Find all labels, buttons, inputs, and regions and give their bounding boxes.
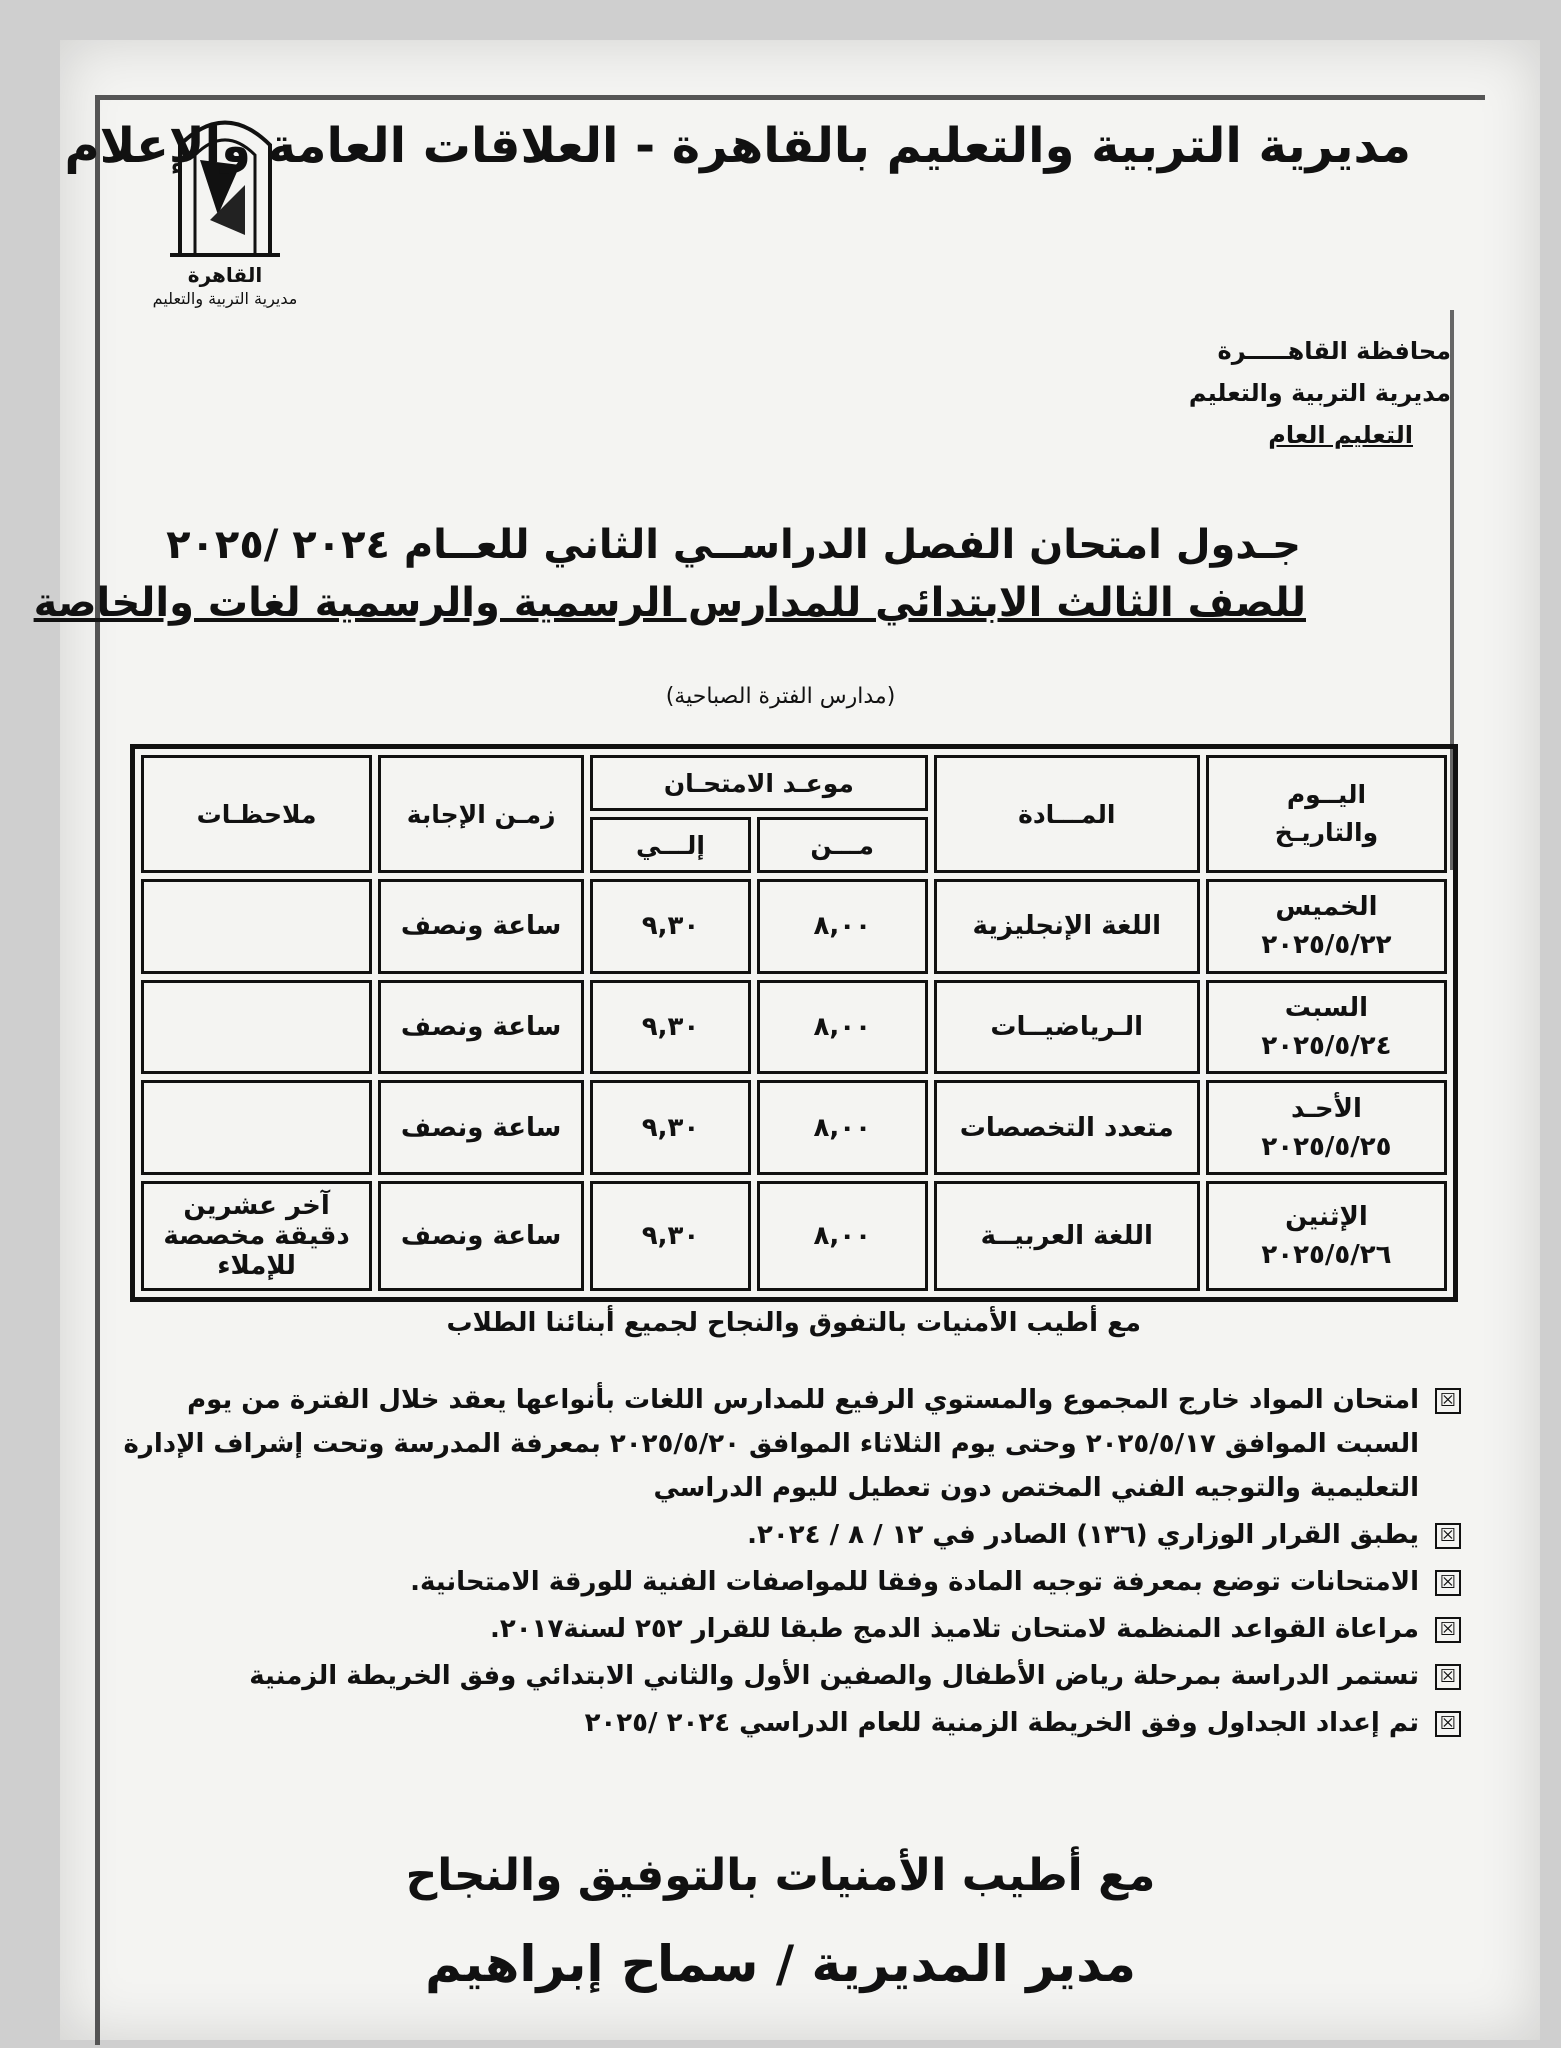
header-subject: المـــادة — [934, 755, 1200, 873]
header-from: مـــن — [757, 817, 928, 873]
row-date: ٢٠٢٥/٥/٢٢ — [1261, 930, 1392, 961]
signature-line: مدير المديرية / سماح إبراهيم — [425, 1935, 1136, 1993]
row-notes — [141, 879, 372, 974]
closing-line: مع أطيب الأمنيات بالتوفيق والنجاح — [405, 1850, 1156, 1901]
row-date: ٢٠٢٥/٥/٢٤ — [1261, 1030, 1392, 1061]
row-notes: آخر عشرين دقيقة مخصصة للإملاء — [141, 1181, 372, 1291]
row-day-date — [1206, 1080, 1447, 1175]
list-item — [121, 1607, 1461, 1651]
row-day-date — [1206, 879, 1447, 974]
table-row — [141, 1080, 1447, 1175]
list-item — [121, 1701, 1461, 1745]
row-date: ٢٠٢٥/٥/٢٥ — [1261, 1131, 1392, 1162]
gov-line-2: مديرية التربية والتعليم — [1188, 379, 1451, 407]
table-row — [141, 980, 1447, 1075]
row-day-date — [1206, 1181, 1447, 1291]
row-subject: متعدد التخصصات — [934, 1080, 1200, 1175]
header-day-date — [1206, 755, 1447, 873]
logo-name: القاهرة — [187, 263, 263, 287]
row-day: الخميس — [1275, 892, 1378, 923]
row-from: ٨,٠٠ — [757, 1080, 928, 1175]
row-from: ٨,٠٠ — [757, 879, 928, 974]
schedule-title: جـدول امتحان الفصل الدراســي الثاني للعــام ٢٠٢٤ /٢٠٢٥ — [166, 522, 1301, 568]
checkbox-icon: ☒ — [1435, 1664, 1461, 1690]
header-day: اليــوم — [1286, 780, 1367, 809]
row-from: ٨,٠٠ — [757, 980, 928, 1075]
note-text: مراعاة القواعد المنظمة لامتحان تلاميذ الدمج طبقا للقرار ٢٥٢ لسنة٢٠١٧. — [490, 1614, 1419, 1644]
header-date: والتاريـخ — [1274, 818, 1379, 847]
row-duration: ساعة ونصف — [378, 1080, 584, 1175]
row-duration: ساعة ونصف — [378, 879, 584, 974]
row-date: ٢٠٢٥/٥/٢٦ — [1261, 1239, 1392, 1270]
row-from: ٨,٠٠ — [757, 1181, 928, 1291]
checkbox-icon: ☒ — [1435, 1711, 1461, 1737]
row-subject: اللغة الإنجليزية — [934, 879, 1200, 974]
row-to: ٩,٣٠ — [590, 980, 751, 1075]
schedule-subtitle: (مدارس الفترة الصباحية) — [665, 684, 896, 709]
list-item — [121, 1513, 1461, 1557]
row-subject: الـرياضيــات — [934, 980, 1200, 1075]
row-day: الإثنين — [1285, 1201, 1368, 1232]
row-notes — [141, 980, 372, 1075]
table-row — [141, 879, 1447, 974]
row-duration: ساعة ونصف — [378, 980, 584, 1075]
schedule-grade-title: للصف الثالث الابتدائي للمدارس الرسمية والرسمية لغات والخاصة — [33, 580, 1306, 626]
note-text: تم إعداد الجداول وفق الخريطة الزمنية للعام الدراسي ٢٠٢٤ /٢٠٢٥ — [584, 1708, 1419, 1738]
checkbox-icon: ☒ — [1435, 1570, 1461, 1596]
list-item — [121, 1654, 1461, 1698]
checkbox-icon: ☒ — [1435, 1617, 1461, 1643]
row-day-date — [1206, 980, 1447, 1075]
wish-line: مع أطيب الأمنيات بالتفوق والنجاح لجميع أبنائنا الطلاب — [446, 1308, 1141, 1338]
header-duration: زمـن الإجابة — [378, 755, 584, 873]
checkbox-icon: ☒ — [1435, 1523, 1461, 1549]
row-to: ٩,٣٠ — [590, 879, 751, 974]
row-notes — [141, 1080, 372, 1175]
header-title: مديرية التربية والتعليم بالقاهرة - العلاقات العامة والإعلام — [64, 118, 1411, 174]
gov-line-1: محافظة القاهـــــرة — [1217, 337, 1451, 365]
checkbox-icon: ☒ — [1435, 1388, 1461, 1414]
gov-line-3: التعليم العام — [1268, 421, 1413, 449]
notes-list — [121, 1378, 1461, 1748]
list-item — [121, 1560, 1461, 1604]
exam-schedule-table — [130, 744, 1458, 1302]
header-notes: ملاحظـات — [141, 755, 372, 873]
note-text: تستمر الدراسة بمرحلة رياض الأطفال والصفين الأول والثاني الابتدائي وفق الخريطة الزمنية — [249, 1661, 1419, 1691]
header-to: إلـــي — [590, 817, 751, 873]
row-day: الأحـد — [1290, 1093, 1362, 1124]
row-to: ٩,٣٠ — [590, 1080, 751, 1175]
table-row — [141, 1181, 1447, 1291]
header-exam-time: موعـد الامتحـان — [590, 755, 928, 811]
note-text: الامتحانات توضع بمعرفة توجيه المادة وفقا للمواصفات الفنية للورقة الامتحانية. — [410, 1567, 1419, 1597]
row-day: السبت — [1284, 992, 1369, 1023]
logo-caption: مديرية التربية والتعليم — [152, 289, 298, 308]
note-text: يطبق القرار الوزاري (١٣٦) الصادر في ١٢ / ٨ / ٢٠٢٤. — [747, 1520, 1419, 1550]
row-duration: ساعة ونصف — [378, 1181, 584, 1291]
note-text: امتحان المواد خارج المجموع والمستوي الرفيع للمدارس اللغات بأنواعها يعقد خلال الفترة من يوم السبت الموافق ٢٠٢٥/٥/١٧ وحتى يوم الثلاثاء الموافق ٢٠٢٥/٥/٢٠ بمعرفة المدرسة وتحت إشراف الإدارة التعليمية والتوجيه الفني المختص دون تعطيل لليوم الدراسي — [123, 1385, 1419, 1503]
list-item — [121, 1378, 1461, 1510]
governorate-block — [1189, 330, 1451, 456]
row-subject: اللغة العربيــة — [934, 1181, 1200, 1291]
row-to: ٩,٣٠ — [590, 1181, 751, 1291]
